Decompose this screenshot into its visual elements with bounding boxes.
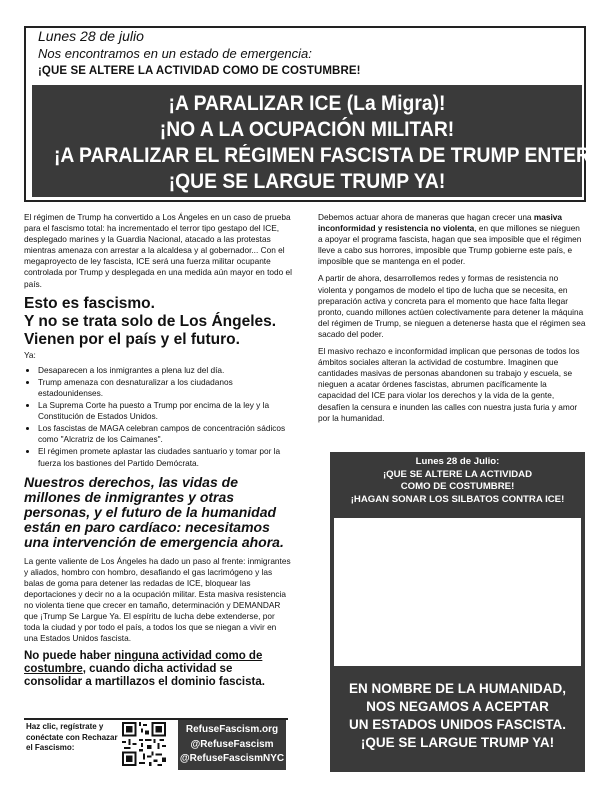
la-paragraph: La gente valiente de Los Ángeles ha dado un paso al frente: inmigrantes y aliados, hombro con hombro, desafiando el gas lacrimógeno y las balas de goma para detener las redadas de ICE, bloquear las deportaciones y decir no a la ocupación militar. Esta masiva resistencia no violenta tiene que crecer en tamaño, determinación y DEMANDAR que ¡Trump Se Largue Ya. El espíritu de lucha debe extenderse, por toda la ciudad y por todo el país, a todos los que se niegan a vivir en una Estados Unidos fascista. xyxy=(24,555,291,644)
intro-paragraph: El régimen de Trump ha convertido a Los Ángeles en un caso de prueba para el fascismo total: ha incrementado el terror tipo gestapo del ICE, desplegado marines y la Guardia Nacional, atacado a las protestas mientras amenaza con arrestar a la alcaldesa y al gobernador... Con el megaproyecto de ley fascista, ICE será una fuerza militar ocupante controlada por Trump y desplegada en una medida aún mayor en todo el país. xyxy=(24,212,292,289)
list-item: • El régimen promete aplastar las ciudades santuario y tomar por la fuerza los bastiones del Partido Demócrata. xyxy=(38,446,292,468)
callout-bottom xyxy=(330,680,585,752)
callout-blank-area xyxy=(334,518,581,666)
callout-top xyxy=(330,456,585,506)
refusal-paragraph: El masivo rechazo e inconformidad implican que personas de todos los ámbitos sociales alteran la actividad de costumbre. Imaginen que cantidades masivas de personas abandonen su trabajo y escuela, se nieguen a acatar órdenes fascistas, abrumen pacíficamente la capacidad del ICE para violar los derechos y la vida de la gente, desafíen la censura e inunden las calles con nuestra justa furia y amor por la humanidad. xyxy=(318,346,580,423)
left-column xyxy=(24,212,292,689)
callout-bottom-line: EN NOMBRE DE LA HUMANIDAD, xyxy=(349,681,566,696)
no-business-underlined: ninguna actividad como de costumbre xyxy=(24,650,263,676)
no-business-text: No puede haber xyxy=(24,650,115,663)
social-link[interactable]: @RefuseFascism xyxy=(190,738,274,750)
banner-line: ¡QUE SE LARGUE TRUMP YA! xyxy=(168,170,446,193)
heading-not-only-la: Y no se trata solo de Los Ángeles. xyxy=(24,312,277,330)
callout-top-line: ¡HAGAN SONAR LOS SILBATOS CONTRA ICE! xyxy=(350,493,565,505)
bullet-list xyxy=(24,365,292,469)
no-business-tail: , cuando dicha actividad se consolidar a martillazos el dominio fascista. xyxy=(24,663,265,689)
callout-top-line: COMO DE COSTUMBRE! xyxy=(400,481,515,492)
ya-label: Ya: xyxy=(24,349,36,360)
callout-bottom-line: NOS NEGAMOS A ACEPTAR xyxy=(366,699,549,714)
banner-line: ¡A PARALIZAR ICE (La Migra)! xyxy=(168,92,446,115)
intro-line: Nos encontramos en un estado de emergencia: xyxy=(38,46,312,61)
banner-line: ¡A PARALIZAR EL RÉGIMEN FASCISTA DE TRUMP ENTERO! xyxy=(54,144,612,167)
social-link-nyc[interactable]: @RefuseFascismNYC xyxy=(179,753,285,764)
act-now-bold: masiva inconformidad y resistencia no violenta xyxy=(318,212,562,234)
act-now-tail: , en que millones se nieguen a apoyar el programa fascista, hagan que sea imposible que el régimen lleve a cabo sus horrores, imposible que Trump gobierne este país, e imposible que se mantenga en el poder. xyxy=(318,223,582,267)
act-now-text: Debemos actuar ahora de maneras que hagan crecer una xyxy=(318,212,534,222)
right-column xyxy=(318,212,586,430)
list-item: • Los fascistas de MAGA celebran campos de concentración sádicos como "Alcratriz de los Caimanes". xyxy=(38,423,292,445)
emergency-heading: Nuestros derechos, las vidas de millones de inmigrantes y otras personas, y el futuro de la humanidad están en paro cardíaco: necesitamos una intervención de emergencia ahora. xyxy=(24,473,284,550)
list-item: • Trump amenaza con desnaturalizar a los ciudadanos estadounidenses. xyxy=(38,377,292,399)
heading-coming: Vienen por el país y el futuro. xyxy=(24,330,240,348)
no-business-as-usual xyxy=(24,650,292,689)
headline-banner xyxy=(32,85,612,197)
footer-click-label: Haz clic, regístrate y conéctate con Rechazar el Fascismo: xyxy=(26,722,118,752)
heading-fascism: Esto es fascismo. xyxy=(24,294,155,312)
banner-line: ¡NO A LA OCUPACIÓN MILITAR! xyxy=(159,118,455,141)
callout-top-line: ¡QUE SE ALTERE LA ACTIVIDAD xyxy=(382,468,533,480)
networks-paragraph: A partir de ahora, desarrollemos redes y formas de resistencia no violenta y pongamos de modelo el tipo de lucha que se necesita, en preparación activa y concreta para el momento que hace falta llegar pronto, cuando millones actúen colectivamente para detener la máquina del régimen de Trump, se nieguen a detenerse hasta que el régimen sea sacado del poder. xyxy=(318,273,586,339)
callout-bottom-line: UN ESTADOS UNIDOS FASCISTA. xyxy=(348,717,566,732)
date-line: Lunes 28 de julio xyxy=(38,28,144,44)
callout-top-line: Lunes 28 de Julio: xyxy=(415,456,500,467)
footer-links xyxy=(178,720,286,770)
alert-line: ¡QUE SE ALTERE LA ACTIVIDAD COMO DE COSTUMBRE! xyxy=(38,65,361,77)
list-item: • Desaparecen a los inmigrantes a plena luz del día. xyxy=(38,365,292,376)
callout-box xyxy=(330,452,585,772)
website-link[interactable]: RefuseFascism.org xyxy=(185,724,279,735)
act-now-paragraph xyxy=(318,212,586,267)
callout-bottom-line: ¡QUE SE LARGUE TRUMP YA! xyxy=(360,735,555,750)
list-item: • La Suprema Corte ha puesto a Trump por encima de la ley y la Constitución de Estados Unidos. xyxy=(38,400,292,422)
qr-code-icon[interactable] xyxy=(122,722,166,766)
